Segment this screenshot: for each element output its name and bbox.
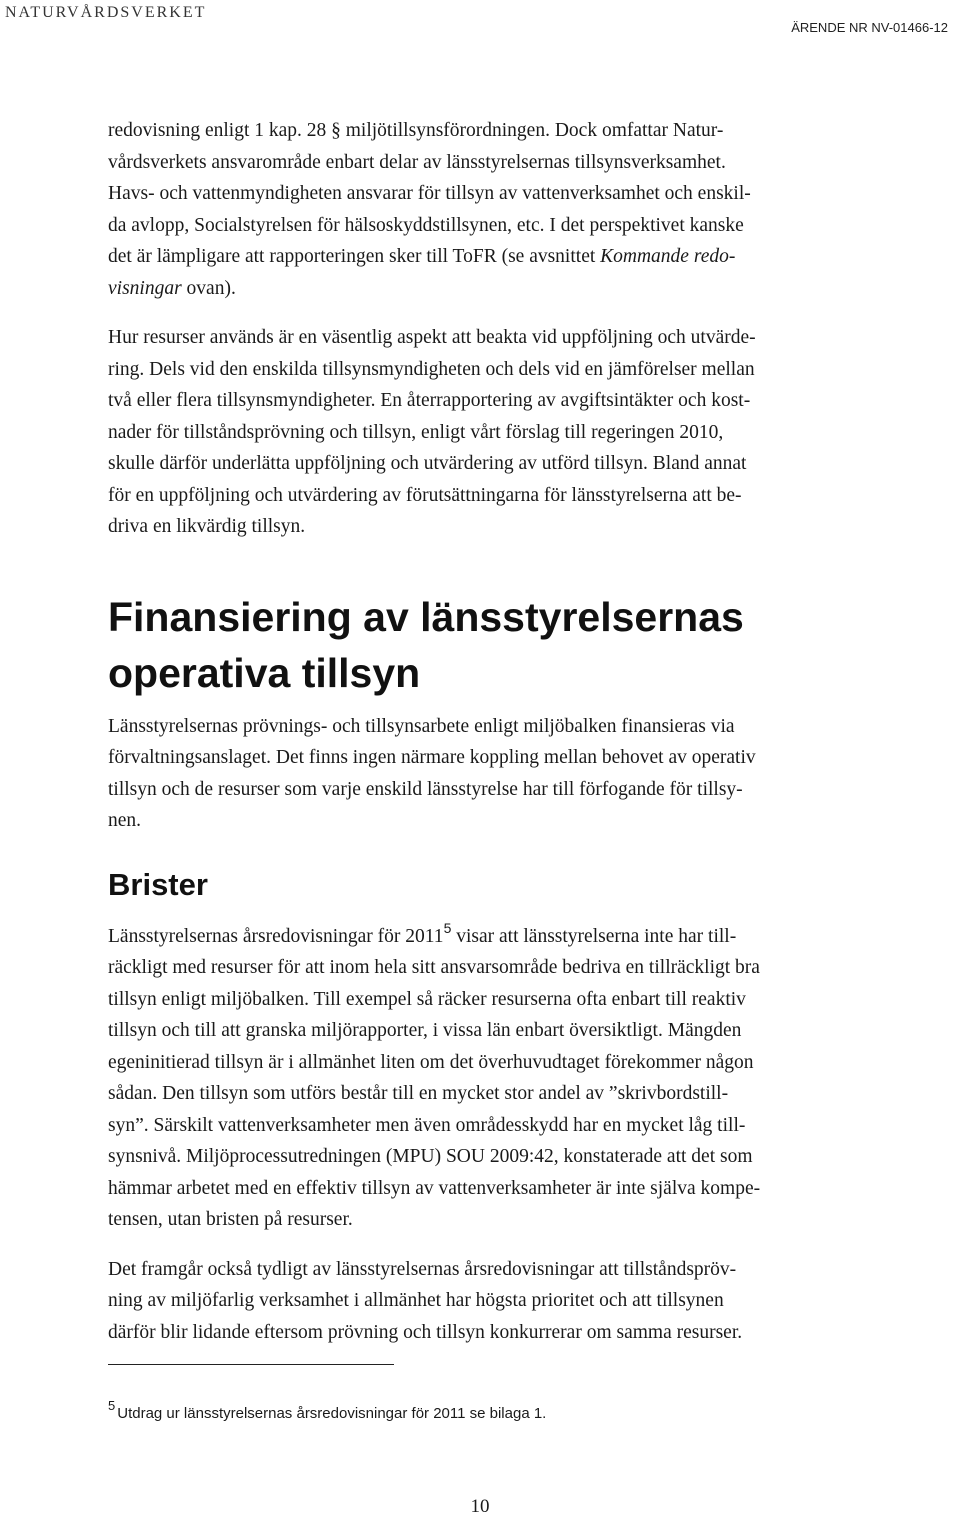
text-line: Det framgår också tydligt av länsstyrelsernas årsredovisningar att tillståndspröv-: [108, 1258, 737, 1280]
paragraph-2: [108, 322, 848, 543]
text-line: nen.: [108, 810, 142, 831]
section-reference: Kommande redo-: [600, 246, 736, 267]
footnote: [108, 1398, 546, 1422]
section-reference: visningar: [108, 277, 182, 299]
text-line: skulle därför underlätta uppföljning och utvärdering av utförd tillsyn. Bland annat: [108, 453, 747, 474]
text-line: [108, 913, 848, 953]
footnote-marker: 5: [108, 1398, 116, 1413]
footnote-reference: 5: [443, 919, 452, 936]
text-line: driva en likvärdig tillsyn.: [108, 516, 306, 537]
section-heading: [108, 589, 848, 701]
text-line: nader för tillståndsprövning och tillsyn, enligt vårt förslag till regeringen 2010,: [108, 421, 724, 443]
paragraph-1: [108, 115, 848, 304]
text-line: da avlopp, Socialstyrelsen för hälsoskyddstillsynen, etc. I det perspektivet kanske: [108, 214, 744, 236]
text-line: syn”. Särskilt vattenverksamheter men även områdesskydd har en mycket låg till-: [108, 1114, 746, 1136]
heading-line: Finansiering av länsstyrelsernas: [108, 593, 744, 640]
text-line: därför blir lidande eftersom prövning och tillsyn konkurrerar om samma resurser.: [108, 1321, 743, 1343]
text-line: tensen, utan bristen på resurser.: [108, 1209, 353, 1230]
text-line: räckligt med resurser för att inom hela sitt ansvarsområde bedriva en tillräckligt bra: [108, 957, 760, 978]
organization-header: NATURVÅRDSVERKET: [5, 4, 207, 21]
paragraph-4: [108, 913, 848, 1236]
text-line: hämmar arbetet med en effektiv tillsyn av vattenverksamheter är inte själva kompe-: [108, 1177, 761, 1199]
paragraph-5: [108, 1254, 848, 1349]
text-line: Havs- och vattenmyndigheten ansvarar för tillsyn av vattenverksamhet och enskil-: [108, 183, 751, 204]
text-line: för en uppföljning och utvärdering av förutsättningarna för länsstyrelserna att be-: [108, 484, 742, 506]
text-run: det är lämpligare att rapporteringen sker till ToFR (se avsnittet: [108, 246, 601, 267]
text-line: Länsstyrelsernas prövnings- och tillsynsarbete enligt miljöbalken finansieras via: [108, 715, 735, 737]
text-line: tillsyn enligt miljöbalken. Till exempel så räcker resurserna ofta enbart till reaktiv: [108, 988, 746, 1010]
text-run: Länsstyrelsernas årsredovisningar för 2011: [108, 925, 444, 947]
heading-line: operativa tillsyn: [108, 649, 421, 696]
text-line: redovisning enligt 1 kap. 28 § miljötillsynsförordningen. Dock omfattar Natur-: [108, 120, 724, 141]
text-line: tillsyn och de resurser som varje enskild länsstyrelse har till förfogande för tillsy-: [108, 778, 743, 800]
footnote-separator: [108, 1364, 394, 1365]
page-number: 10: [470, 1496, 490, 1517]
text-line: sådan. Den tillsyn som utförs består till en mycket stor andel av ”skrivbordstill-: [108, 1083, 729, 1104]
text-line: ring. Dels vid den enskilda tillsynsmyndigheten och dels vid en jämförelser mellan: [108, 358, 755, 380]
footnote-text: Utdrag ur länsstyrelsernas årsredovisningar för 2011 se bilaga 1.: [117, 1405, 547, 1422]
paragraph-3: [108, 711, 848, 837]
text-line: [108, 241, 848, 273]
case-number: ÄRENDE NR NV-01466-12: [791, 20, 948, 35]
text-line: förvaltningsanslaget. Det finns ingen närmare koppling mellan behovet av operativ: [108, 747, 756, 768]
text-line: tillsyn och till att granska miljörapporter, i vissa län enbart översiktligt. Mängden: [108, 1020, 742, 1041]
text-line: vårdsverkets ansvarområde enbart delar av länsstyrelsernas tillsynsverksamhet.: [108, 151, 726, 173]
text-run: ovan).: [181, 277, 236, 299]
text-line: två eller flera tillsynsmyndigheter. En återrapportering av avgiftsintäkter och kost-: [108, 390, 751, 411]
text-line: egeninitierad tillsyn är i allmänhet liten om det överhuvudtaget förekommer någon: [108, 1051, 754, 1073]
text-line: [108, 273, 848, 305]
text-line: synsnivå. Miljöprocessutredningen (MPU) SOU 2009:42, konstaterade att det som: [108, 1146, 753, 1167]
text-line: Hur resurser används är en väsentlig aspekt att beakta vid uppföljning och utvärde-: [108, 327, 756, 348]
document-body: [108, 115, 848, 1348]
text-run: visar att länsstyrelserna inte har till-: [451, 925, 737, 947]
text-line: ning av miljöfarlig verksamhet i allmänhet har högsta prioritet och att tillsynen: [108, 1290, 724, 1311]
subsection-heading: Brister: [108, 866, 208, 902]
